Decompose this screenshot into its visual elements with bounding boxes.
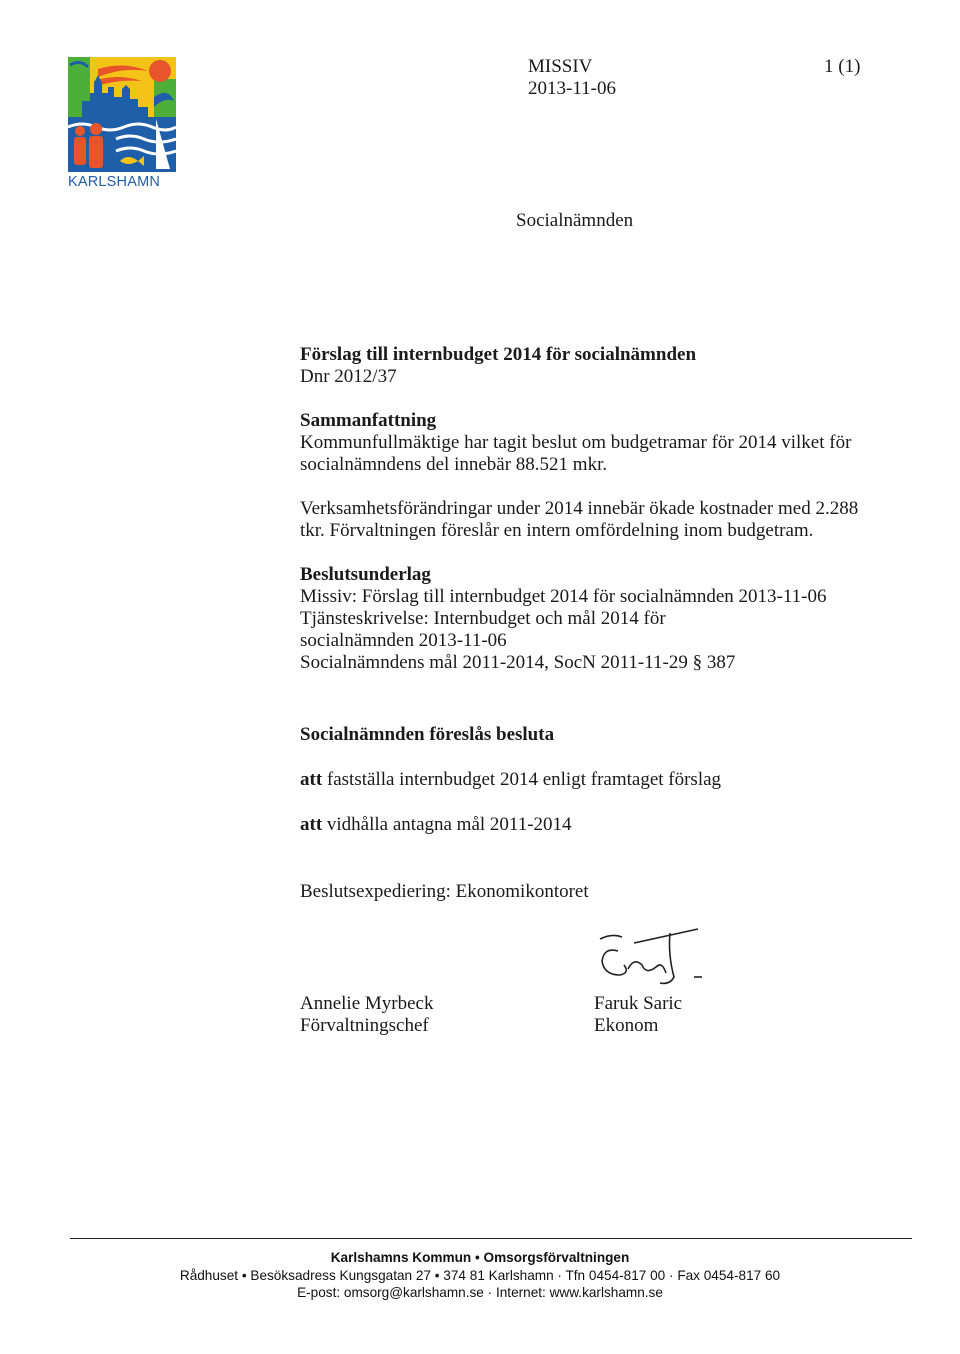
summary-line: Verksamhetsförändringar under 2014 innebär ökade kostnader med 2.288	[300, 498, 859, 519]
signatory-name: Faruk Saric	[594, 993, 683, 1014]
footer-address: Rådhuset • Besöksadress Kungsgatan 27 • 374 81 Karlshamn · Tfn 0454-817 00 · Fax 0454-817 60	[179, 1267, 781, 1283]
logo-wordmark: KARLSHAMN	[68, 174, 161, 190]
document-type: MISSIV	[528, 56, 593, 77]
decision-text: fastställa internbudget 2014 enligt framtaget förslag	[322, 769, 722, 790]
signatory-role: Förvaltningschef	[300, 1015, 429, 1036]
subject-title: Förslag till internbudget 2014 för socialnämnden	[300, 344, 697, 365]
summary-line: tkr. Förvaltningen föreslår en intern omfördelning inom budgetram.	[300, 520, 814, 541]
decision-keyword: att	[300, 769, 323, 790]
footer-organisation: Karlshamns Kommun • Omsorgsförvaltningen	[330, 1250, 630, 1265]
decision-keyword: att	[300, 814, 323, 835]
document-body	[300, 344, 900, 674]
basis-item: Socialnämndens mål 2011-2014, SocN 2011-11-29 § 387	[300, 652, 736, 673]
decision-dispatch: Beslutsexpediering: Ekonomikontoret	[300, 881, 589, 902]
decision-text: vidhålla antagna mål 2011-2014	[322, 814, 572, 835]
logo-emblem-icon	[68, 57, 176, 172]
footer-divider	[70, 1238, 912, 1239]
decision-heading: Socialnämnden föreslås besluta	[300, 724, 555, 745]
basis-item: Missiv: Förslag till internbudget 2014 för socialnämnden 2013-11-06	[300, 586, 827, 607]
recipient: Socialnämnden	[516, 210, 634, 231]
decision-item	[300, 814, 572, 836]
page-number: 1 (1)	[824, 56, 861, 77]
footer-contact: E-post: omsorg@karlshamn.se · Internet: www.karlshamn.se	[297, 1285, 663, 1300]
summary-line: socialnämndens del innebär 88.521 mkr.	[300, 454, 608, 475]
footer	[0, 1249, 960, 1302]
basis-item: socialnämnden 2013-11-06	[300, 630, 507, 651]
summary-heading: Sammanfattning	[300, 410, 437, 431]
karlshamn-logo	[68, 57, 176, 191]
diary-number: Dnr 2012/37	[300, 366, 397, 387]
signatory-role: Ekonom	[594, 1015, 659, 1036]
basis-item: Tjänsteskrivelse: Internbudget och mål 2014 för	[300, 608, 666, 629]
handwritten-signature-icon	[590, 925, 710, 989]
decision-item	[300, 769, 721, 791]
summary-line: Kommunfullmäktige har tagit beslut om budgetramar för 2014 vilket för	[300, 432, 852, 453]
basis-heading: Beslutsunderlag	[300, 564, 431, 585]
document-date: 2013-11-06	[528, 78, 616, 99]
signatory-name: Annelie Myrbeck	[300, 993, 434, 1014]
